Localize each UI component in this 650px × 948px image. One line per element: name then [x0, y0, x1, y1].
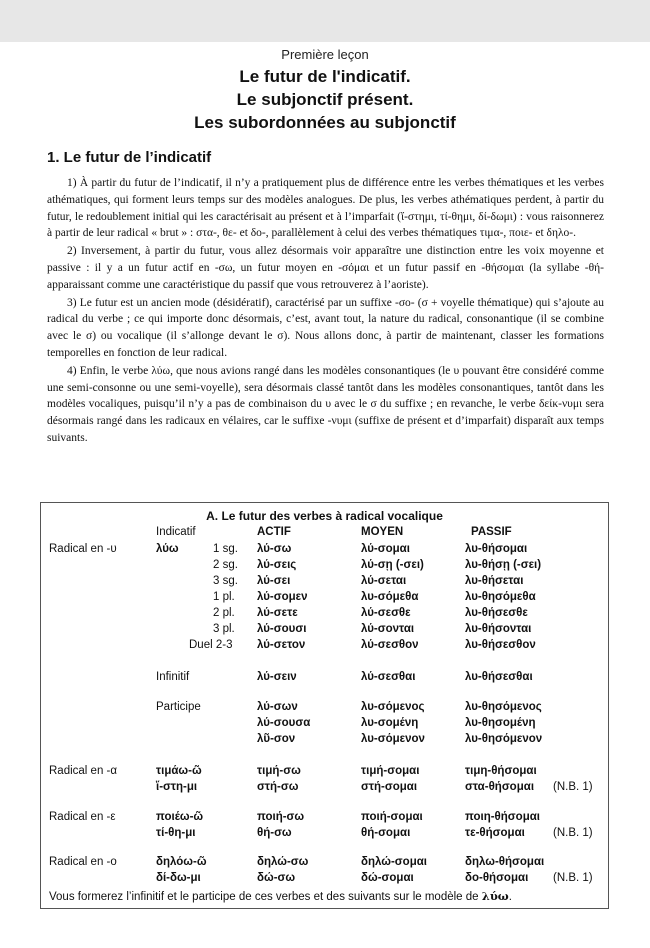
group-actif: τιμή-σω — [257, 765, 301, 777]
actif-form: λύ-σετε — [257, 607, 298, 619]
nb-note: (N.B. 1) — [553, 872, 593, 884]
group-passif: στα-θήσομαι — [465, 781, 535, 793]
person-label: 2 sg. — [213, 559, 238, 571]
header-moyen: MOYEN — [361, 526, 404, 538]
chapter-title — [0, 65, 650, 134]
actif-form: λύ-σουσι — [257, 623, 307, 635]
passif-form: λυ-θήσῃ (-σει) — [465, 559, 542, 571]
group-actif: δώ-σω — [257, 872, 296, 884]
group-label: Radical en -ε — [49, 811, 116, 823]
actif-form: λύ-σετον — [257, 639, 306, 651]
person-label: 1 pl. — [213, 591, 235, 603]
group-actif: θή-σω — [257, 827, 292, 839]
paragraph-4: 4) Enfin, le verbe λύω, que nous avions rangé dans les modèles consonantiques (le υ pouvant être considéré comme une semi-consonne ou une semi-voyelle), sera désormais classé tantôt dans les modèles consonantiques, tantôt dans les modèles vocaliques, puisqu’il n’y a pas de combinaison du υ avec le σ du suffixe ; en revanche, le verbe δείκ-νυμι sera désormais rangé dans les radicaux en vélaires, car le suffixe -νυμι (suffixe de présent et d’imparfait) disparaît aux temps suivants. — [47, 364, 604, 444]
group-label: Radical en -ο — [49, 856, 117, 868]
passif-form: λυ-θήσονται — [465, 623, 532, 635]
group-passif: ποιη-θήσομαι — [465, 811, 540, 823]
top-margin-band — [0, 0, 650, 42]
label-infinitif: Infinitif — [156, 671, 190, 683]
passif-form: λυ-θήσεσθον — [465, 639, 536, 651]
participe-actif-m: λύ-σων — [257, 701, 298, 713]
person-label: 1 sg. — [213, 543, 238, 555]
nb-note: (N.B. 1) — [553, 781, 593, 793]
moyen-form: λύ-σομαι — [361, 543, 410, 555]
group-label: Radical en -α — [49, 765, 118, 777]
footnote-text: Vous formerez l’infinitif et le participe de ces verbes et des suivants sur le modèle de — [49, 891, 482, 903]
participe-moyen-n: λυ-σόμενον — [361, 733, 425, 745]
moyen-form: λύ-σεσθον — [361, 639, 419, 651]
verb-luo: λύω — [156, 543, 179, 555]
participe-passif-m: λυ-θησόμενος — [465, 701, 542, 713]
passif-form: λυ-θήσεται — [465, 575, 524, 587]
person-label: 2 pl. — [213, 607, 235, 619]
lesson-label: Première leçon — [281, 47, 369, 62]
actif-form: λύ-σομεν — [257, 591, 308, 603]
header-actif: ACTIF — [257, 526, 291, 538]
label-participe: Participe — [156, 701, 201, 713]
group-actif: ποιή-σω — [257, 811, 305, 823]
moyen-form: λύ-σῃ (-σει) — [361, 559, 424, 571]
group-passif: δηλω-θήσομαι — [465, 856, 545, 868]
participe-passif-n: λυ-θησόμενον — [465, 733, 543, 745]
paragraph-2: 2) Inversement, à partir du futur, vous allez désormais voir apparaître une distinction entre les voix moyenne et passive : il y a un futur actif en -σω, un futur moyen en -σόμαι et un futur passif en -θήσομαι (la syllabe -θή- apparaissant comme une caractéristique du passif que vous retrouverez à l’aoriste). — [47, 245, 604, 291]
group-verb: τί-θη-μι — [156, 827, 196, 839]
infinitif-passif: λυ-θήσεσθαι — [465, 671, 533, 683]
group-moyen: ποιή-σομαι — [361, 811, 423, 823]
participe-moyen-f: λυ-σομένη — [361, 717, 419, 729]
actif-form: λύ-σεις — [257, 559, 297, 571]
moyen-form: λύ-σονται — [361, 623, 415, 635]
group-verb: δηλόω-ῶ — [156, 856, 207, 868]
table-title: A. Le futur des verbes à radical vocalique — [206, 509, 443, 523]
group-moyen: στή-σομαι — [361, 781, 418, 793]
title-line-2: Le subjonctif présent. — [236, 90, 414, 109]
passif-form: λυ-θήσομαι — [465, 543, 528, 555]
passif-form: λυ-θήσεσθε — [465, 607, 528, 619]
label-radical-u: Radical en -υ — [49, 543, 117, 555]
footnote-end: . — [508, 891, 512, 903]
participe-actif-f: λύ-σουσα — [257, 717, 311, 729]
section-heading: 1. Le futur de l’indicatif — [47, 149, 212, 166]
group-verb: δί-δω-μι — [156, 872, 201, 884]
body-text — [47, 175, 604, 448]
header-passif: PASSIF — [471, 526, 512, 538]
group-moyen: τιμή-σομαι — [361, 765, 420, 777]
passif-form: λυ-θησόμεθα — [465, 591, 536, 603]
nb-note: (N.B. 1) — [553, 827, 593, 839]
group-passif: τιμη-θήσομαι — [465, 765, 537, 777]
person-label: 3 pl. — [213, 623, 235, 635]
person-label: Duel 2-3 — [189, 639, 233, 651]
header-indicatif: Indicatif — [156, 526, 196, 538]
infinitif-moyen: λύ-σεσθαι — [361, 671, 416, 683]
conjugation-table — [40, 502, 609, 909]
participe-moyen-m: λυ-σόμενος — [361, 701, 425, 713]
moyen-form: λυ-σόμεθα — [361, 591, 419, 603]
group-passif: τε-θήσομαι — [465, 827, 525, 839]
title-line-1: Le futur de l'indicatif. — [239, 67, 411, 86]
group-actif: στή-σω — [257, 781, 299, 793]
group-passif: δο-θήσομαι — [465, 872, 529, 884]
infinitif-actif: λύ-σειν — [257, 671, 297, 683]
actif-form: λύ-σει — [257, 575, 291, 587]
group-verb: ποιέω-ῶ — [156, 811, 204, 823]
moyen-form: λύ-σεσθε — [361, 607, 411, 619]
person-label: 3 sg. — [213, 575, 238, 587]
table-footnote — [49, 889, 512, 903]
group-moyen: δώ-σομαι — [361, 872, 414, 884]
participe-passif-f: λυ-θησομένη — [465, 717, 536, 729]
group-verb: τιμάω-ῶ — [156, 765, 202, 777]
group-moyen: θή-σομαι — [361, 827, 411, 839]
actif-form: λύ-σω — [257, 543, 292, 555]
moyen-form: λύ-σεται — [361, 575, 407, 587]
group-moyen: δηλώ-σομαι — [361, 856, 427, 868]
group-actif: δηλώ-σω — [257, 856, 309, 868]
group-verb: ἵ-στη-μι — [156, 781, 198, 793]
title-line-3: Les subordonnées au subjonctif — [194, 113, 456, 132]
paragraph-1: 1) À partir du futur de l’indicatif, il n’y a pratiquement plus de différence entre les verbes thématiques et les verbes athématiques, qui forment leurs temps sur des modèles analogues. De plus, les verbes athématiques perdent, à partir du futur, le redoublement initial qui les caractérisait au présent et à l’imparfait (ἵ-στημι, τί-θημι, δί-δωμι) : vous raisonnerez à partir de leur radical « brut » : στα-, θε- et δο-, parallèlement à celui des verbes thématiques τιμα-, ποιε- et δηλο-. — [47, 177, 604, 240]
participe-actif-n: λῦ-σον — [257, 733, 296, 745]
footnote-model-verb: λύω — [481, 889, 509, 903]
paragraph-3: 3) Le futur est un ancien mode (désidératif), caractérisé par un suffixe -σο- (σ + voyelle thématique) qui s’ajoute au radical du verbe ; ce qui importe donc désormais, c’est, avant tout, la nature du radical, consonantique (il se combine avec le σ) ou vocalique (il s’allonge devant le σ). Nous allons donc, à partir de maintenant, classer les formations temporelles en fonction de leur radical. — [47, 296, 604, 359]
